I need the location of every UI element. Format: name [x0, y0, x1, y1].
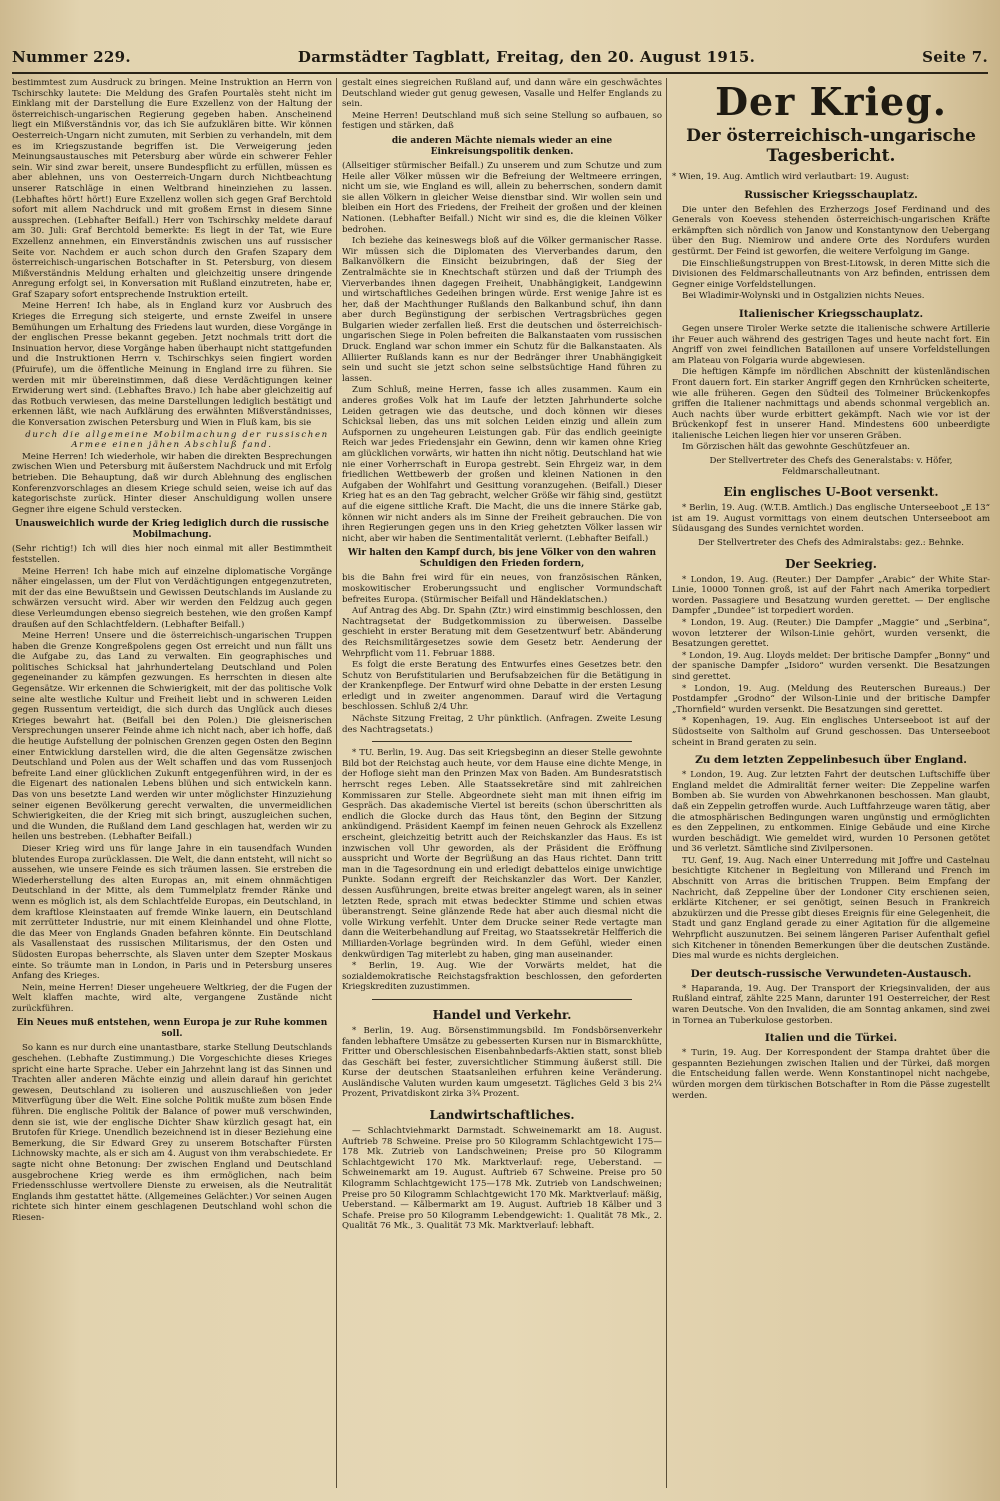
column-divider: [336, 78, 337, 1488]
paragraph: Die heftigen Kämpfe im nördlichen Abschnitt der küstenländischen Front dauern fort. Ein starker Angriff gegen den Krnhrücken scheiterte, wie alle früheren. Gegen den Südteil des Tolmeiner Brückenkopfes griffen die Italiener nachmittags und abends schonmal vergeblich an. Auch nachts über wurde erbittert gekämpft. Nach wie vor ist der Brückenkopf fest in unserer Hand. Mindestens 600 unbeerdigte italienische Leichen liegen hier vor unseren Gräben.: [672, 367, 990, 441]
header-rule: [12, 72, 988, 74]
paragraph: * TU. Berlin, 19. Aug. Das seit Kriegsbeginn an dieser Stelle gewohnte Bild bot der Reichstag auch heute, vor dem Hause eine dichte Menge, in der Hofloge sieht man den Prinzen Max von Baden. Am Bundesratstisch herrscht reges Leben. Alle Staatssekretäre sind mit zahlreichen Kommissaren zur Stelle. Abgeordnete sieht man mit ihnen eifrig im Gespräch. Das akademische Viertel ist bereits (schon überschritten als endlich die Glocke durch das Haus tönt, den Beginn der Sitzung ankündigend. Präsident Kaempf im feinen neuen Gehrock als Exzellenz erscheint, gleichzeitig betritt auch der Reichskanzler das Haus. Es ist inzwischen voll Uhr geworden, als der Präsident die Eröffnung ausspricht und Worte der Begrüßung an das Haus richtet. Dann tritt man in die Tagesordnung ein und erledigt debattelos einige unwichtige Punkte. Sodann ergreift der Reichskanzler das Wort. Der Kanzler, dessen Ausführungen, breite etwas breiter angelegt waren, als in seiner letzten Rede, sprach mit etwas bedeckter Stimme und schien etwas überanstrengt. Seine glänzende Rede hat aber auch diesmal nicht die volle Wirkung verfehlt. Unter dem Drucke seiner Rede vertagte man dann die Weiterbehandlung auf Freitag, wo Staatssekretär Helfferich die Milliarden-Vorlage begründen wird. In dem Gefühl, wieder einen denkwürdigen Tag miterlebt zu haben, ging man auseinander.: [342, 748, 662, 960]
subheading-italien-tuerkei: Italien und die Türkei.: [764, 1032, 898, 1045]
column-2: [342, 78, 662, 1233]
paragraph: * Haparanda, 19. Aug. Der Transport der Kriegsinvaliden, der aus Rußland eintraf, zählte 225 Mann, darunter 191 Oesterreicher, der Rest waren Deutsche. Von den Invaliden, die am Sonntag ankamen, sind zwei in Tornea an Tuberkulose gestorben.: [672, 983, 990, 1026]
subheading: die anderen Mächte niemals wieder an eine Einkreisungspolitik denken.: [391, 135, 613, 157]
paragraph: Nächste Sitzung Freitag, 2 Uhr pünktlich. (Anfragen. Zweite Lesung des Nachtragsetats.): [342, 714, 662, 735]
subheading-italienischer-kriegsschauplatz: Italienischer Kriegsschauplatz.: [738, 307, 924, 320]
paragraph: — Schlachtviehmarkt Darmstadt. Schweinemarkt am 18. August. Auftrieb 78 Schweine. Preise pro 50 Kilogramm Schlachtgewicht 175—178 Mk. Zutrieb von Landschweinen; Preise pro 50 Kilogramm Schlachtgewicht 170 Mk. Marktverlauf: rege, Ueberstand. — Schweinemarkt am 19. August. Auftrieb 67 Schweine. Preise pro 50 Kilogramm Schlachtgewicht 175—178 Mk. Zutrieb von Landschweinen; Preise pro 50 Kilogramm Schlachtgewicht 170 Mk. Marktverlauf: mäßig, Ueberstand. — Kälbermarkt am 19. August. Auftrieb 18 Kälber und 3 Schafe. Preise pro 50 Kilogramm Lebendgewicht: 1. Qualität 78 Mk., 2. Qualität 76 Mk., 3. Qualität 73 Mk. Marktverlauf: lebhaft.: [342, 1126, 662, 1232]
paragraph: bis die Bahn frei wird für ein neues, von französischen Ränken, moskowitischer Eroberungssucht und englischer Vormundschaft befreites Europa. (Stürmischer Beifall und Händeklatschen.): [342, 573, 662, 605]
paragraph: * London, 19. Aug. (Reuter.) Der Dampfer „Arabic“ der White Star-Linie, 10000 Tonnen groß, ist auf der Fahrt nach Amerika torpediert worden. Passagiere und Besatzung wurden gerettet. — Der englische Dampfer „Dundee“ ist torpediert worden.: [672, 574, 990, 617]
subheading: Ein Neues muß entstehen, wenn Europa je zur Ruhe kommen soll.: [16, 1018, 328, 1040]
subheading: Wir halten den Kampf durch, bis jene Völker von den wahren Schuldigen den Frieden fordern,: [347, 548, 657, 570]
section-heading-seekrieg: Der Seekrieg.: [785, 556, 877, 571]
column-1: [12, 78, 332, 1225]
section-rule: [372, 999, 632, 1000]
paragraph: Ich beziehe das keineswegs bloß auf die Völker germanischer Rasse. Wir müssen sich die Diplomaten des Vierverbandes darum, den Balkanvölkern die Einsicht beizubringen, daß der Sieg der Zentralmächte sie in Knechtschaft stürzen und daß der Triumph des Vierverbandes ihnen dagegen Freiheit, Unabhängigkeit, Landgewinn und wirtschaftliches Gedeihen bringen würde. Erst wenige Jahre ist es her, daß der Machthunger Rußlands den Balkanbund schuf, ihn dann aber durch Begünstigung der serbischen Vertragsbrüches gegen Bulgarien wieder zerfallen ließ. Erst die deutschen und österreichisch-ungarischen Siege in Polen befreiten die Balkanstaaten vom russischen Druck. England war schon immer ein Schutz für die Balkanstaaten. Als Alliierter Rußlands kann es nur der Bedränger ihrer Unabhängigkeit sein und sucht sie jetzt schon seine selbstsüchtige Hand führen zu lassen.: [342, 236, 662, 384]
paragraph: Bei Wladimir-Wolynski und in Ostgalizien nichts Neues.: [682, 291, 925, 302]
paragraph: Zum Schluß, meine Herren, fasse ich alles zusammen. Kaum ein anderes großes Volk hat im Laufe der letzten Jahrhunderte solche Leiden getragen wie das deutsche, und doch können wir dieses Schicksal lieben, das uns mit solchen Leiden einzig und allein zum Aufspornen zu ungeheuren Leistungen gab. Für das endlich geeinigte Reich war jedes Friedensjahr ein Gewinn, denn wir kamen ohne Krieg am glücklichen vorwärts, wir hatten ihn nicht nötig. Deutschland hat wie nie einer Vorherrschaft in Europa gestrebt. Sein Ehrgeiz war, in dem friedlichen Wettbewerb der großen und kleinen Nationen in den Aufgaben der Wohlfahrt und Gesittung voranzugehen. (Beifall.) Dieser Krieg hat es an den Tag gebracht, welcher Größe wir fähig sind, gestützt auf die eigene sittliche Kraft. Die Macht, die uns die innere Stärke gab, können wir nicht anders als im Sinne der Freiheit gebrauchen. Die von ihren Regierungen gegen uns in den Krieg gehetzten Völker lassen wir nicht, aber wir haben die Sentimentalität verlernt. (Lebhafter Beifall.): [342, 385, 662, 544]
paragraph: So kann es nur durch eine unantastbare, starke Stellung Deutschlands geschehen. (Lebhafte Zustimmung.) Die Vorgeschichte dieses Krieges spricht eine harte Sprache. Ueber ein Jahrzehnt lang ist das Sinnen und Trachten aller anderen Mächte einzig und allein darauf hin gerichtet gewesen, Deutschland zu isolieren und auszuschließen von jeder Mitverfügung über die Welt. Eine solche Politik mußte zum bösen Ende führen. Die englische Politik der Balance of power muß verschwinden, denn sie ist, wie der englische Dichter Shaw kürzlich gesagt hat, ein Brutofen für Kriege. Unendlich bezeichnend ist in dieser Beziehung eine Bemerkung, die Sir Edward Grey zu unserem Botschafter Fürsten Lichnowsky machte, als er sich am 4. August von ihm verabschiedete. Er sagte nicht ohne Betonung: Der zwischen England und Deutschland ausgebrochene Krieg werde es ihm ermöglichen, nach beim Friedensschlusse wertvollere Dienste zu erweisen, als die Neutralität Englands ihm gestattet hätte. (Allgemeines Gelächter.) Vor seinen Augen richtete sich hinter einem geschlagenen Deutschland wohl schon die Riesen-: [12, 1043, 332, 1223]
paragraph: * Wien, 19. Aug. Amtlich wird verlautbart: 19. August:: [672, 172, 910, 182]
paragraph: Nein, meine Herren! Dieser ungeheuere Weltkrieg, der die Fugen der Welt klaffen machte, wird alte, vergangene Zustände nicht zurückführen.: [12, 982, 332, 1014]
paragraph: Meine Herren! Unsere und die österreichisch-ungarischen Truppen haben die Grenze Kongreßpolens gegen Ost erreicht und nun fällt uns die Aufgabe zu, das Land zu verwalten. Ein geographisches und politisches Schicksal hat jahrhundertelang Deutschland und Polen gegeneinander zu kämpfen gezwungen. Es herrschten in diesen alte Gegensätze. Wir erkennen die Schwierigkeit, mit der das politische Volk seine alte westliche Kultur und Freiheit liebt und in schweren Leiden gegen Russentum verteidigt, die sich durch das Unglück auch dieses Krieges bewahrt hat. (Beifall bei den Polen.) Die gleisnerischen Versprechungen unserer Feinde ahme ich nicht nach, aber ich hoffe, daß die heutige Aufstellung der polnischen Grenzen gegen Osten den Beginn einer Entwicklung darstellen wird, die die alten Gegensätze zwischen Deutschland und Polen aus der Welt schaffen und das vom Russenjoch befreite Land einer glücklichen Zukunft entgegenführen wird, in der es die Eigenart des nationalen Lebens blühen und sich entwickeln kann. Das von uns besetzte Land werden wir unter möglichster Hinzuziehung seiner eigenen Bevölkerung gerecht verwalten, die unvermeidlichen Schwierigkeiten, die der Krieg mit sich bringt, auszugleichen suchen, und die Wunden, die Rußland dem Land geschlagen hat, werden wir zu heilen uns bestreben. (Lebhafter Beifall.): [12, 631, 332, 843]
signature-line: Der Stellvertreter des Chefs des Admiralstabs: gez.: Behnke.: [698, 538, 964, 549]
paragraph: (Allseitiger stürmischer Beifall.) Zu unserem und zum Schutze und zum Heile aller Völker müssen wir die Befreiung der Weltmeere erringen, nicht um sie, wie England es will, allein zu beherrschen, sondern damit sie allen Völkern in gleicher Weise dienstbar sind. Wir wollen sein und bleiben ein Hort des Friedens, der Freiheit der großen und der kleinen Nationen. (Lebhafter Beifall.) Nicht wir sind es, die die kleinen Völker bedrohen.: [342, 160, 662, 235]
paragraph: * London, 19. Aug. Lloyds meldet: Der britische Dampfer „Bonny“ und der spanische Dampfer „Isidoro“ wurden versenkt. Die Besatzungen sind gerettet.: [672, 650, 990, 682]
paragraph: * Berlin, 19. Aug. (W.T.B. Amtlich.) Das englische Unterseeboot „E 13“ ist am 19. August vormittags von einem deutschen Unterseeboot am Südausgang des Sundes vernichtet worden.: [672, 503, 990, 535]
page-header: [12, 44, 988, 70]
section-heading-landwirtschaft: Landwirtschaftliches.: [429, 1108, 575, 1123]
issue-number: Nummer 229.: [12, 48, 131, 66]
column-3: [672, 78, 990, 1102]
masthead-line: Darmstädter Tagblatt, Freitag, den 20. August 1915.: [297, 48, 756, 66]
column-divider: [666, 78, 667, 1488]
paragraph: Meine Herren! Deutschland muß sich seine Stellung so aufbauen, so festigen und stärken, daß: [342, 110, 662, 132]
paragraph: Im Görzischen hält das gewohnte Geschützfeuer an.: [682, 442, 910, 453]
paragraph: Die Einschließungstruppen von Brest-Litowsk, in deren Mitte sich die Divisionen des Feldmarschalleutnants von Arz befinden, entrissen dem Gegner einige Vorfeldstellungen.: [672, 258, 990, 290]
paragraph: Es folgt die erste Beratung des Entwurfes eines Gesetzes betr. den Schutz von Berufstitularien und Berufsabzeichen für die Betätigung in der Krankenpflege. Der Entwurf wird ohne Debatte in der ersten Lesung erledigt und in zweiter angenommen. Darauf wird die Vertagung beschlossen. Schluß 2/4 Uhr.: [342, 660, 662, 713]
page-number: Seite 7.: [922, 48, 988, 66]
paragraph: Meine Herren! Ich habe, als in England kurz vor Ausbruch des Krieges die Erregung sich steigerte, und ernste Zweifel in unsere Bemühungen um Erhaltung des Friedens laut wurden, diese Vorgänge in der englischen Presse bekannt gegeben. Jetzt nochmals tritt dort die Insinuation hervor, diese Vorgänge haben überhaupt nicht stattgefunden und die Instruktionen Herrn v. Tschirschkys seien fingiert worden (Pfuirufe), um die öffentliche Meinung in England irre zu führen. Sie werden mit mir übereinstimmen, daß diese Verdächtigungen keiner Erwiderung wert sind. (Lebhaftes Bravo.) Ich habe aber gleichzeitig auf das Rotbuch verwiesen, das meine Darstellungen lediglich bestätigt und erkennen läßt, wie nach Aufklärung des erwähnten Mißverständnisses, die Konversation zwischen Petersburg und Wien in Fluß kam, bis sie: [12, 301, 332, 428]
subheading-russischer-kriegsschauplatz: Russischer Kriegsschauplatz.: [744, 188, 918, 201]
paragraph: Die unter den Befehlen des Erzherzogs Josef Ferdinand und des Generals von Koevess stehenden österreichisch-ungarischen Kräfte erkämpften sich nördlich von Janow und Konstantynow den Uebergang über den Bug. Niemirow und andere Orte des Nordufers wurden gestürmt. Der Feind ist geworfen, die weitere Verfolgung im Gange.: [672, 204, 990, 257]
subheading-verwundeten-austausch: Der deutsch-russische Verwundeten-Austausch.: [690, 967, 972, 980]
paragraph: Dieser Krieg wird uns für lange Jahre in ein tausendfach Wunden blutendes Europa zurücklassen. Die Welt, die dann entsteht, will nicht so aussehen, wie unsere Feinde es sich träumen lassen. Sie erstreben die Wiederherstellung des alten Europas an, mit einem ohnmächtigen Deutschland in der Mitte, als dem Tummelplatz fremder Ränke und wenn es möglich ist, als dem Schlachtfelde Europas, ein Deutschland, in dem kraftlose Kleinstaaten auf fremde Winke lauern, ein Deutschland mit zerrütteter Industrie, nur mit einem Kleinhandel und ohne Flotte, die das Meer von Englands Gnaden befahren könnte. Ein Deutschland als Vasallenstaat des russischen Militarismus, der den Osten und Südosten Europas beherrschte, als Slaven unter dem Szepter Moskaus einte. So träumte man in London, in Paris und in Petersburg unseres Anfang des Krieges.: [12, 843, 332, 982]
paragraph: * Kopenhagen, 19. Aug. Ein englisches Unterseeboot ist auf der Südostseite von Saltholm auf Grund geschossen. Das Unterseeboot scheint in Brand geraten zu sein.: [672, 716, 990, 748]
paragraph: * London, 19. Aug. (Meldung des Reuterschen Bureaus.) Der Postdampfer „Grodno“ der Wilson-Linie und der britische Dampfer „Thornfield“ wurden versenkt. Die Besatzungen sind gerettet.: [672, 683, 990, 715]
section-heading-handel: Handel und Verkehr.: [432, 1007, 572, 1022]
paragraph: Meine Herren! Ich habe mich auf einzelne diplomatische Vorgänge näher eingelassen, um der Flut von Verdächtigungen entgegenzutreten, mit der das eine Bewußtsein und Gewissen Deutschlands im Auslande zu schwärzen versucht wird. Aber wir werden den Feldzug auch gegen diese Verleumdungen ebenso siegreich bestehen, wie den großen Kampf draußen auf den Schlachtfeldern. (Lebhafter Beifall.): [12, 566, 332, 630]
section-heading-u-boot: Ein englisches U-Boot versenkt.: [723, 485, 939, 500]
paragraph: bestimmtest zum Ausdruck zu bringen. Meine Instruktion an Herrn von Tschirschky lautete: Die Meldung des Grafen Pourtalès steht nicht im Einklang mit der Darstellung die Eure Exzellenz von der Haltung der österreichisch-ungarischen Regierung gegeben haben. Anscheinend liegt ein Mißverständnis vor, das ich Sie aufzuklären bitte. Wir können Oesterreich-Ungarn nicht zumuten, mit Serbien zu verhandeln, mit dem es im Kriegszustande begriffen ist. Die Verweigerung jeden Meinungsaustausches mit Petersburg aber würde ein schwerer Fehler sein. Wir sind zwar bereit, unsere Bundespflicht zu erfüllen, müssen es aber ablehnen, uns von Oesterreich-Ungarn durch Nichtbeachtung unserer Ratschläge in einen Weltbrand hineinziehen zu lassen. (Lebhaftes hört! hört!) Eure Exzellenz wollen sich gegen Graf Berchtold sofort mit allem Nachdruck und mit großem Ernst in diesem Sinne aussprechen. (Lebhafter Beifall.) Herr von Tschirschky meldete darauf am 30. Juli: Graf Berchtold bemerkte: Es liegt in der Tat, wie Eure Exzellenz annehmen, ein Einverständnis zwischen uns auf russischer Seite vor. Nachdem er auch schon durch den Grafen Szapary dem österreichisch-ungarischen Botschafter in St. Petersburg, von diesem Mißverständnis Meldung erhalten und gleichzeitig unsere dringende Anregung erfolgt sei, in Konversation mit Rußland einzutreten, habe er, Graf Szapary sofort entsprechende Instruktion erteilt.: [12, 78, 332, 300]
subheading: Unausweichlich wurde der Krieg lediglich durch die russische Mobilmachung.: [14, 519, 330, 541]
paragraph: (Sehr richtig!) Ich will dies hier noch einmal mit aller Bestimmtheit feststellen.: [12, 544, 332, 565]
paragraph: gestalt eines siegreichen Rußland auf, und dann wäre ein geschwächtes Deutschland wieder gut genug gewesen, Vasalle und Helfer Englands zu sein.: [342, 78, 662, 110]
paragraph: TU. Genf, 19. Aug. Nach einer Unterredung mit Joffre und Castelnau besichtigte Kitchener in Begleitung von Millerand und French im Abschnitt von Arras die britischen Truppen. Beim Empfang der Nachricht, daß Zeppeline über der Londoner City erschienen seien, erklärte Kitchener, er sei genötigt, seinen Besuch in Frankreich abzukürzen und die Presse gibt dieses Ereignis für eine Gelegenheit, die Stadt und ganz England gerade zu einer Agitation für die allgemeine Wehrpflicht auszunutzen. Bei seinem längeren Pariser Aufenthalt gefiel sich Kitchener in tönenden Bemerkungen über die deutschen Zustände. Dies mal wurde es nichts dergleichen.: [672, 855, 990, 962]
paragraph: Auf Antrag des Abg. Dr. Spahn (Ztr.) wird einstimmig beschlossen, den Nachtragsetat der Budgetkommission zu überweisen. Dasselbe geschieht in erster Beratung mit dem Gesetzentwurf betr. Abänderung des Reichsmilitärgesetzes sowie dem Gesetz betr. Aenderung der Wehrpflicht vom 11. Februar 1888.: [342, 606, 662, 659]
paragraph: * London, 19. Aug. (Reuter.) Die Dampfer „Maggie“ und „Serbina“, wovon letzterer der Wilson-Linie gehört, wurden versenkt, die Besatzungen gerettet.: [672, 618, 990, 650]
paragraph: * Berlin, 19. Aug. Börsenstimmungsbild. Im Fondsbörsenverkehr fanden lebhaftere Umsätze zu gebesserten Kursen nur in Bismarckhütte, Fritter und Oberschlesischen Eisenbahnbedarfs-Aktien statt, sonst blieb das Geschäft bei fester, zuversichtlicher Stimmung äußerst still. Die Kurse der deutschen Staatsanleihen erfuhren keine Veränderung. Ausländische Valuten wurden kaum umgesetzt. Tägliches Geld 3 bis 2¼ Prozent, Privatdiskont zirka 3¾ Prozent.: [342, 1025, 662, 1100]
paragraph: * London, 19. Aug. Zur letzten Fahrt der deutschen Luftschiffe über England meldet die Admiralität ferner weiter: Die Zeppeline warfen Bomben ab. Sie wurden von Abwehrkanonen beschossen. Man glaubt, daß ein Zeppelin getroffen wurde. Auch Luftfahrzeuge waren tätig, aber die atmosphärischen Bedingungen waren ungünstig und ermöglichten es den Zeppelinen, zu entkommen. Einige Gebäude und eine Kirche wurden beschädigt. Wie gemeldet wird, wurden 10 Personen getötet und 36 verletzt. Sämtliche sind Zivilpersonen.: [672, 770, 990, 855]
emphasis-line: durch die allgemeine Mobilmachung der russischen Armee einen jähen Abschluß fand.: [25, 429, 329, 451]
subheading-zeppelinbesuch: Zu dem letzten Zeppelinbesuch über England.: [695, 754, 967, 767]
paragraph: * Turin, 19. Aug. Der Korrespondent der Stampa drahtet über die gespannten Beziehungen zwischen Italien und der Türkei, daß morgen die Entscheidung fallen werde. Wenn Konstantinopel nicht nachgebe, würden morgen dem türkischen Botschafter in Rom die Pässe zugestellt werden.: [672, 1048, 990, 1101]
signature-line: Der Stellvertreter des Chefs des Generalstabs: v. Höfer, Feldmarschalleutnant.: [709, 456, 953, 477]
section-title-der-krieg: Der Krieg.: [715, 79, 947, 124]
paragraph: Meine Herren! Ich wiederhole, wir haben die direkten Besprechungen zwischen Wien und Petersburg mit äußerstem Nachdruck und mit Erfolg betrieben. Die Behauptung, daß wir durch Ablehnung des englischen Konferenzvorschlages an diesem Kriege schuld seien, weise ich auf das kategorischste zurück. Hinter dieser Anschuldigung wollen unsere Gegner ihre eigene Schuld verstecken.: [12, 451, 332, 515]
paragraph: * Berlin, 19. Aug. Wie der Vorwärts meldet, hat die sozialdemokratische Reichstagsfraktion beschlossen, den geforderten Kriegskrediten zuzustimmen.: [342, 961, 662, 993]
section-subtitle: Der österreichisch-ungarische Tagesbericht.: [686, 126, 976, 166]
section-rule: [372, 741, 632, 742]
paragraph: Gegen unsere Tiroler Werke setzte die italienische schwere Artillerie ihr Feuer auch während des gestrigen Tages und heute nacht fort. Ein Angriff von zwei feindlichen Bataillonen auf unsere Vorfeldstellungen am Plateau von Folgaria wurde abgewiesen.: [672, 323, 990, 366]
